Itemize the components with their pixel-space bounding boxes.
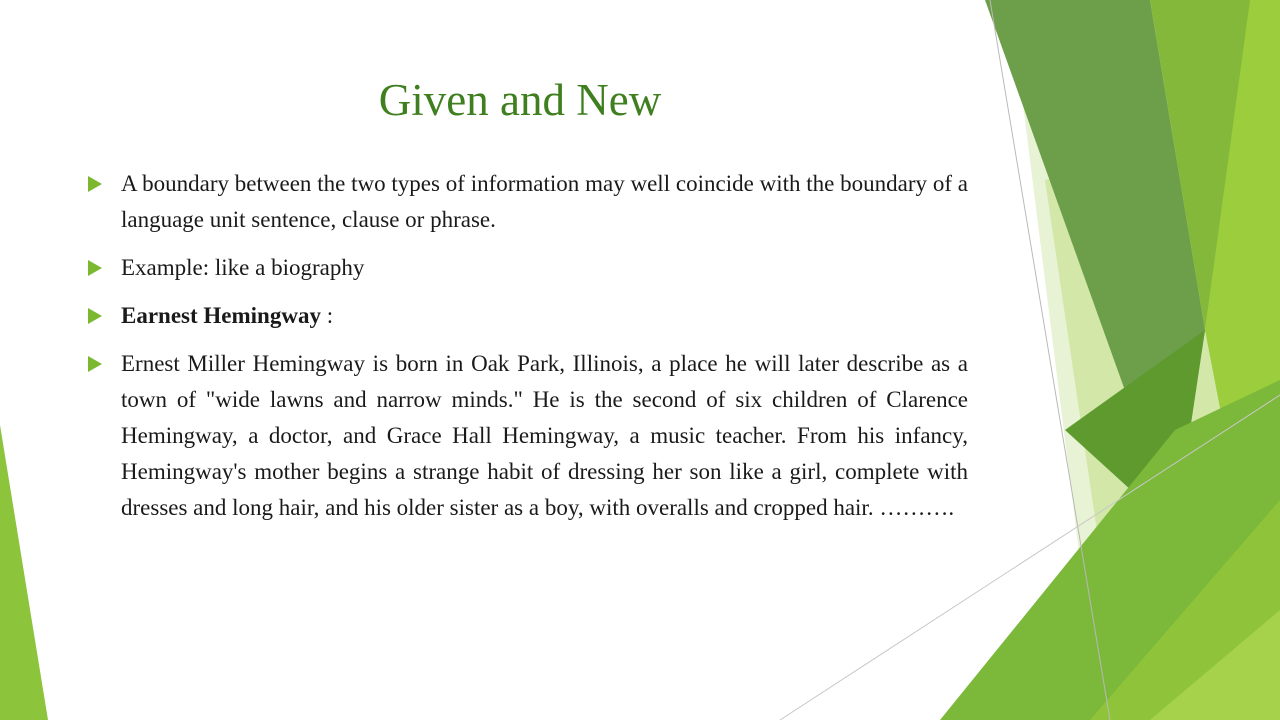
right-triangle-arrow-icon bbox=[88, 176, 102, 192]
bullet-item-example bbox=[88, 250, 968, 286]
slide-title: Given and New bbox=[378, 75, 662, 125]
bullet-item-hemingway-heading bbox=[88, 298, 968, 334]
bullet-text: Ernest Miller Hemingway is born in Oak Park, Illinois, a place he will later describe as a town of "wide lawns and narrow minds." He is the second of six children of Clarence Hemingway, a doctor, and Grace Hall Hemingway, a music teacher. From his infancy, Hemingway's mother begins a strange habit of dressing her son like a girl, complete with dresses and long hair, and his older sister as a boy, with overalls and cropped hair. ………. bbox=[121, 351, 968, 520]
left-green-wedge bbox=[0, 425, 48, 720]
right-triangle-arrow-icon bbox=[88, 308, 102, 324]
bullet-list bbox=[88, 166, 968, 538]
bullet-item-biography bbox=[88, 346, 968, 526]
bullet-item-boundary bbox=[88, 166, 968, 238]
right-triangle-arrow-icon bbox=[88, 356, 102, 372]
bullet-text: Example: like a biography bbox=[121, 255, 365, 280]
bullet-text: A boundary between the two types of information may well coincide with the boundary of a language unit sentence, clause or phrase. bbox=[121, 171, 968, 232]
right-triangle-arrow-icon bbox=[88, 260, 102, 276]
bullet-bold-text: Earnest Hemingway bbox=[121, 303, 321, 328]
bullet-text: : bbox=[320, 303, 334, 328]
